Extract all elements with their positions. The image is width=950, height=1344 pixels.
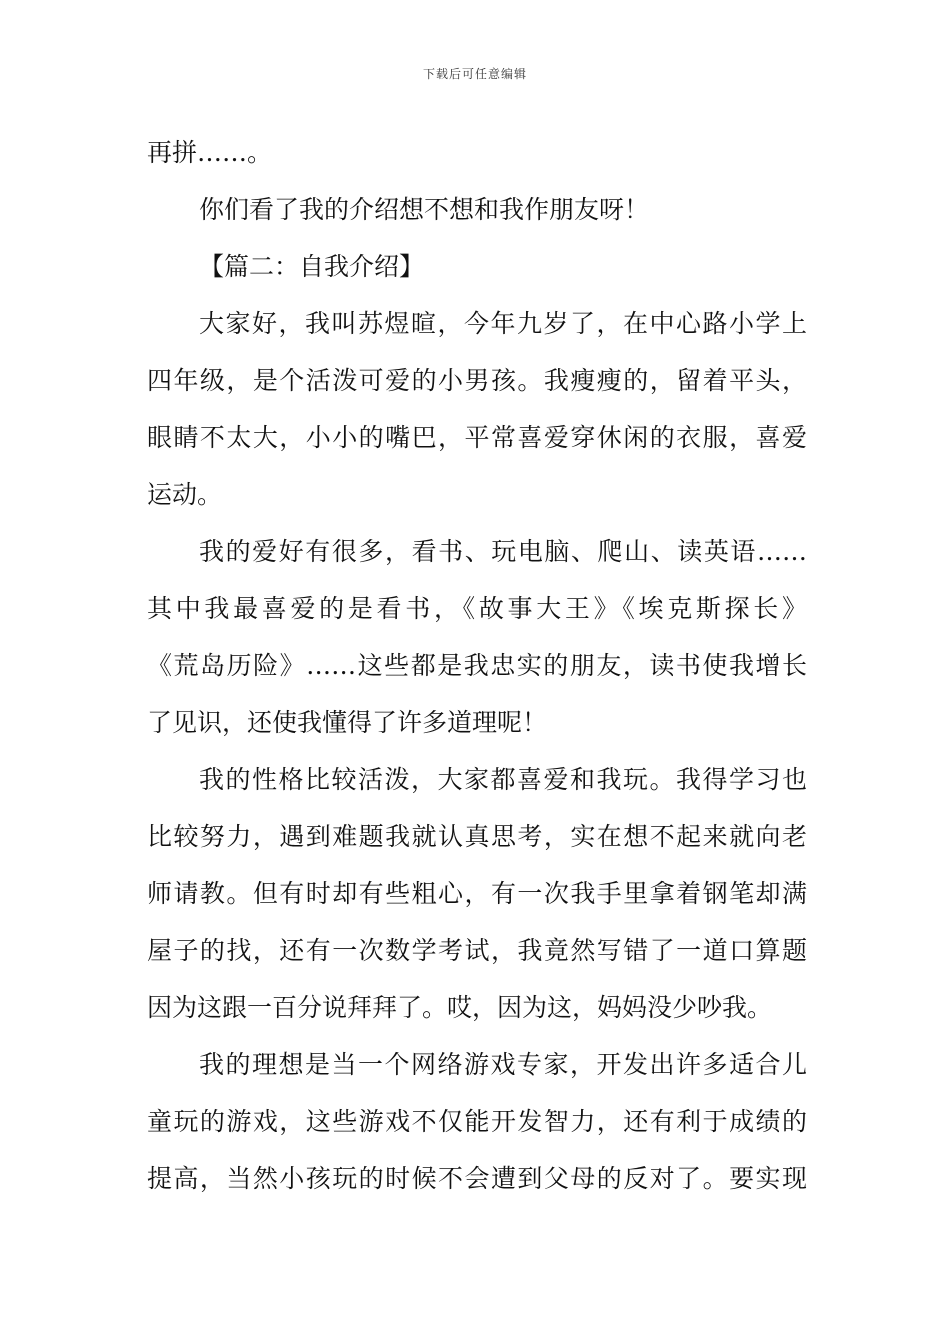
text-line: 再拼……。 [147,138,273,167]
body-text [147,131,807,1214]
text-line: 运动。 [147,480,223,509]
text-line: 童玩的游戏，这些游戏不仅能开发智力，还有利于成绩的 [147,1107,807,1136]
text-line: 你们看了我的介绍想不想和我作朋友呀！ [199,195,650,224]
text-line: 我的性格比较活泼，大家都喜爱和我玩。我得学习也 [199,765,807,794]
section-heading: 【篇二：自我介绍】 [199,252,425,281]
text-line: 比较努力，遇到难题我就认真思考，实在想不起来就向老 [147,822,807,851]
text-line: 了见识，还使我懂得了许多道理呢！ [147,708,548,737]
page-header: 下载后可任意编辑 [422,67,527,81]
text-line: 其中我最喜爱的是看书，《故事大王》《埃克斯探长》 [147,594,807,623]
text-line: 屋子的找，还有一次数学考试，我竟然写错了一道口算题 [147,936,807,965]
text-line: 我的理想是当一个网络游戏专家，开发出许多适合儿 [199,1050,807,1079]
text-line: 大家好，我叫苏煜暄，今年九岁了，在中心路小学上 [199,309,807,338]
text-line: 因为这跟一百分说拜拜了。哎，因为这，妈妈没少吵我。 [147,993,773,1022]
text-line: 我的爱好有很多，看书、玩电脑、爬山、读英语…… [199,537,807,566]
text-line: 《荒岛历险》……这些都是我忠实的朋友，读书使我增长 [147,651,807,680]
text-line: 四年级，是个活泼可爱的小男孩。我瘦瘦的，留着平头， [147,366,807,395]
text-line: 师请教。但有时却有些粗心，有一次我手里拿着钢笔却满 [147,879,807,908]
text-line: 眼睛不太大，小小的嘴巴，平常喜爱穿休闲的衣服，喜爱 [147,423,807,452]
text-line: 提高，当然小孩玩的时候不会遭到父母的反对了。要实现 [147,1164,807,1193]
